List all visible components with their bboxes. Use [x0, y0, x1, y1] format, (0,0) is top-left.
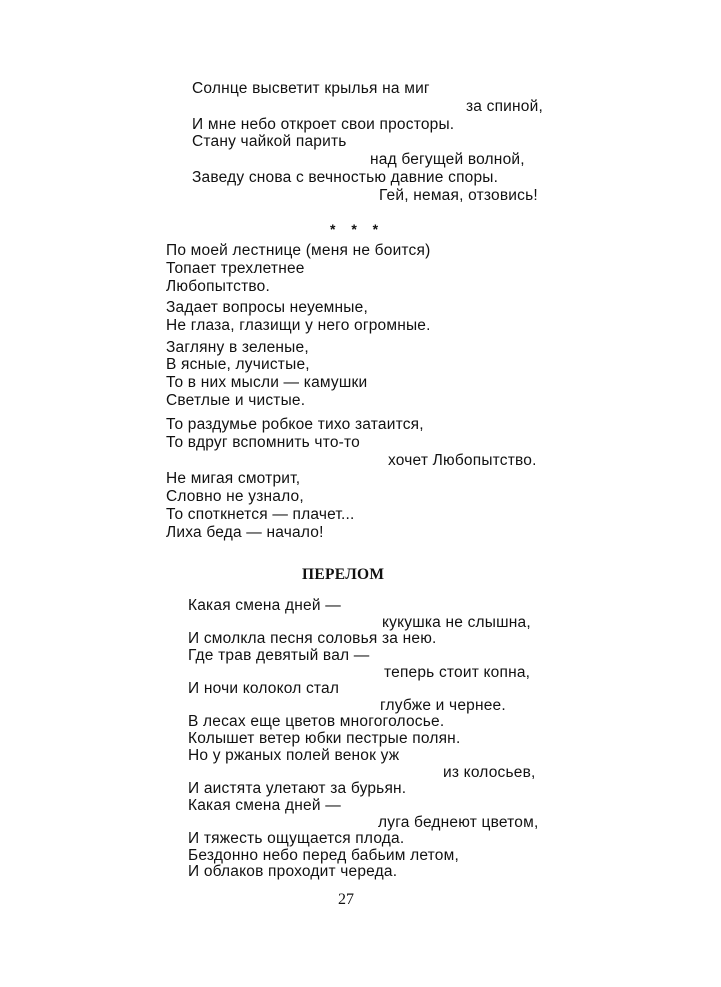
poem-line: И мне небо откроет свои просторы.: [192, 116, 455, 133]
poem-line: Словно не узнало,: [166, 488, 304, 505]
section-separator: * * *: [330, 221, 385, 237]
poem-line: Не глаза, глазищи у него огромные.: [166, 317, 431, 334]
poem-line: И тяжесть ощущается плода.: [188, 830, 405, 847]
poem-line: Какая смена дней —: [188, 797, 341, 814]
poem-line: И смолкла песня соловья за нею.: [188, 630, 437, 647]
poem-line: Топает трехлетнее: [166, 260, 305, 277]
poem-line: Бездонно небо перед бабьим летом,: [188, 847, 459, 864]
poem-line: И аистята улетают за бурьян.: [188, 780, 407, 797]
poem-line: глубже и чернее.: [380, 697, 506, 714]
poem-line: Какая смена дней —: [188, 597, 341, 614]
poem-line: Не мигая смотрит,: [166, 470, 301, 487]
poem-line: Задает вопросы неуемные,: [166, 299, 368, 316]
poem-line: То в них мысли — камушки: [166, 374, 368, 391]
poem-line: над бегущей волной,: [370, 151, 525, 168]
poem-line: То раздумье робкое тихо затаится,: [166, 416, 424, 433]
poem-line: Заведу снова с вечностью давние споры.: [192, 169, 499, 186]
poem-line: теперь стоит копна,: [384, 664, 531, 681]
poem-line: И облаков проходит череда.: [188, 863, 398, 880]
poem-line: Стану чайкой парить: [192, 133, 347, 150]
poem-line: Лиха беда — начало!: [166, 524, 324, 541]
poem-line: И ночи колокол стал: [188, 680, 340, 697]
poem-line: Солнце высветит крылья на миг: [192, 80, 430, 97]
poem-line: В лесах еще цветов многоголосье.: [188, 713, 445, 730]
poem-line: хочет Любопытство.: [388, 452, 537, 469]
poem-line: По моей лестнице (меня не боится): [166, 242, 431, 259]
poem-line: из колосьев,: [443, 764, 536, 781]
poem-line: Но у ржаных полей венок уж: [188, 747, 400, 764]
poem-line: Любопытство.: [166, 278, 270, 295]
poem-line: Где трав девятый вал —: [188, 647, 370, 664]
poem-line: за спиной,: [466, 98, 543, 115]
poem-line: Гей, немая, отзовись!: [379, 187, 538, 204]
poem-line: Колышет ветер юбки пестрые полян.: [188, 730, 461, 747]
poem-line: луга беднеют цветом,: [378, 814, 539, 831]
page-number: 27: [338, 891, 354, 908]
poem-line: То вдруг вспомнить что-то: [166, 434, 360, 451]
poem-title: ПЕРЕЛОМ: [302, 566, 385, 583]
poem-line: В ясные, лучистые,: [166, 356, 310, 373]
poem-line: То споткнется — плачет...: [166, 506, 355, 523]
poem-line: Загляну в зеленые,: [166, 339, 309, 356]
poem-line: кукушка не слышна,: [382, 614, 531, 631]
poem-line: Светлые и чистые.: [166, 392, 306, 409]
